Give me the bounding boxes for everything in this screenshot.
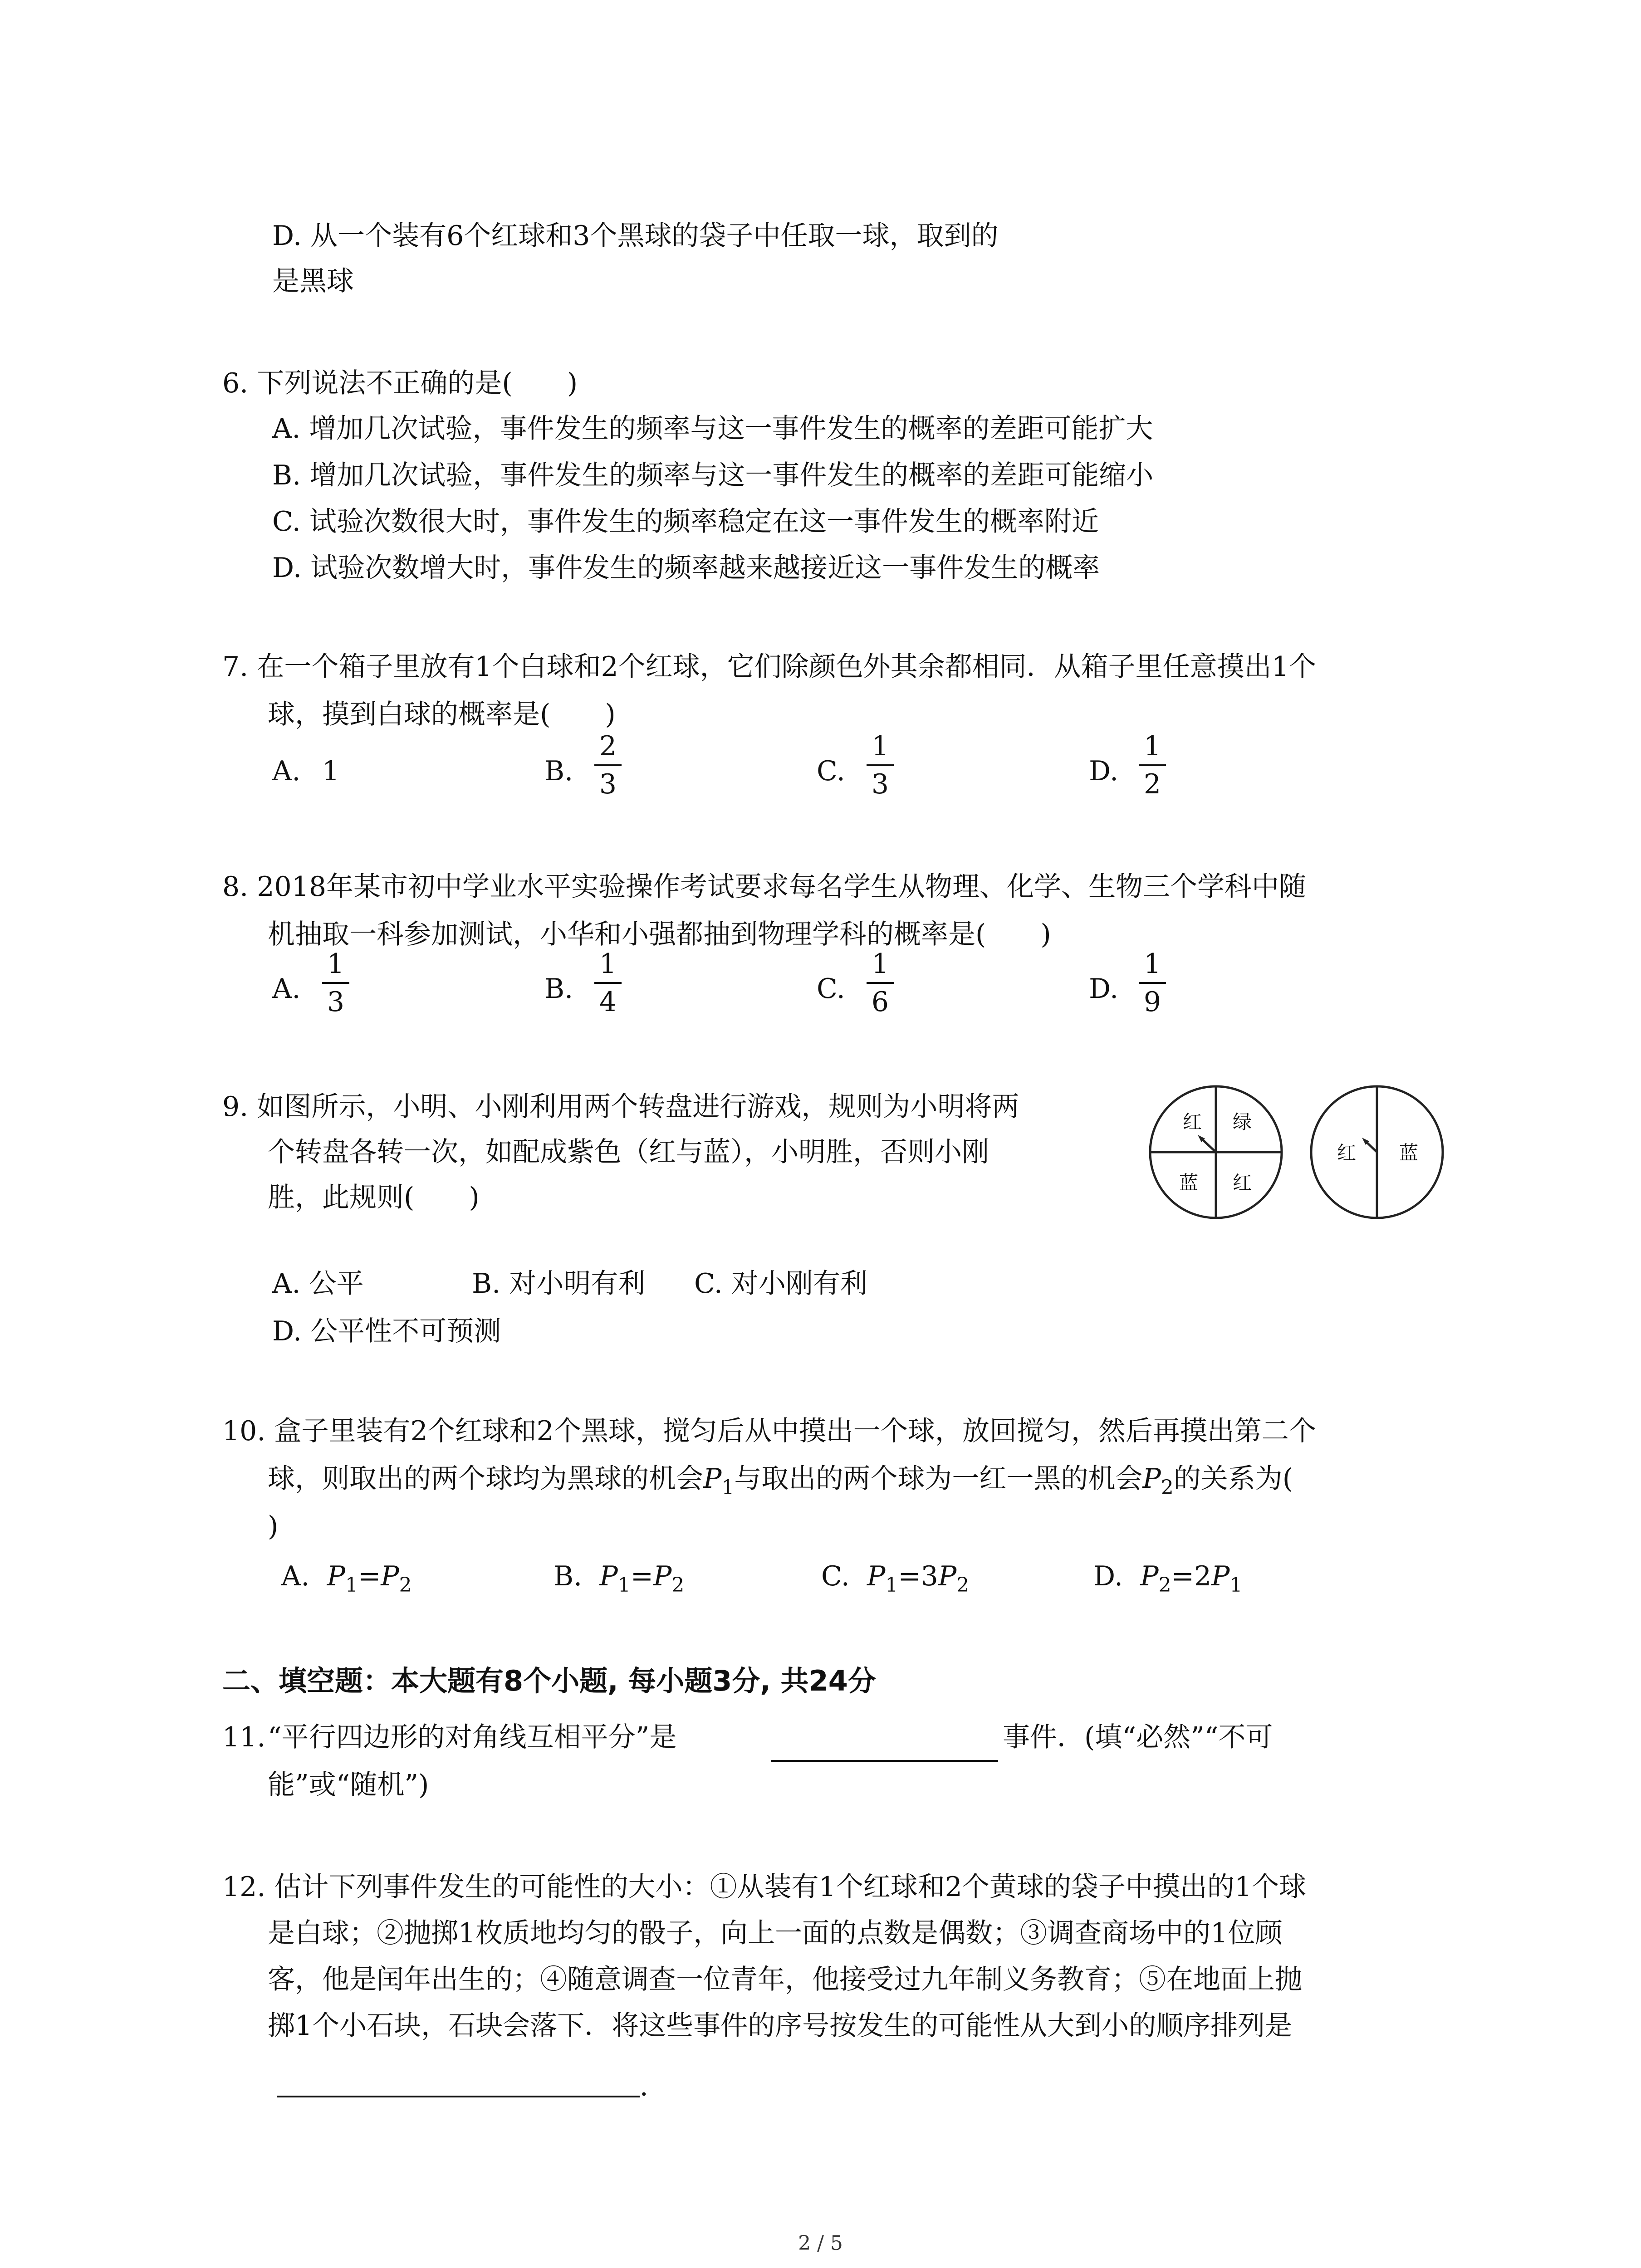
q10-option-c [821, 1560, 970, 1597]
q9-option-b: B. 对小明有利 [472, 1268, 646, 1300]
p-symbol: P [1140, 1560, 1159, 1592]
q11-answer-blank[interactable] [771, 1760, 998, 1762]
denominator: 3 [871, 768, 889, 800]
section-2-heading: 二、填空题：本大题有8个小题, 每小题3分, 共24分 [222, 1664, 876, 1697]
q10-line2-part-a: 球，则取出的两个球均为黑球的机会 [268, 1463, 703, 1495]
q12-line2: 是白球；②抛掷1枚质地均匀的骰子，向上一面的点数是偶数；③调查商场中的1位顾 [268, 1917, 1283, 1949]
q6-option-b: B. 增加几次试验，事件发生的频率与这一事件发生的概率的差距可能缩小 [272, 459, 1154, 491]
operator: =2 [1171, 1560, 1212, 1592]
q8-option-c-fraction [867, 950, 894, 1016]
p-symbol: P [599, 1560, 618, 1592]
subscript: 2 [1158, 1574, 1171, 1597]
q6-option-c: C. 试验次数很大时，事件发生的频率稳定在这一事件发生的概率附近 [272, 506, 1099, 538]
wheel2-sector-left: 红 [1337, 1142, 1357, 1164]
q6-stem: 6. 下列说法不正确的是( ) [222, 367, 578, 399]
subscript: 2 [956, 1574, 970, 1597]
p2-subscript: 2 [1161, 1476, 1174, 1499]
q7-stem-line1: 7. 在一个箱子里放有1个白球和2个红球，它们除颜色外其余都相同．从箱子里任意摸出1个 [222, 651, 1316, 683]
q6-option-a: A. 增加几次试验，事件发生的频率与这一事件发生的概率的差距可能扩大 [272, 413, 1153, 445]
p1-subscript: 1 [721, 1476, 735, 1499]
q12-line4: 掷1个小石块，石块会落下．将这些事件的序号按发生的可能性从大到小的顺序排列是 [268, 2010, 1293, 2042]
option-label: D. [1093, 1560, 1123, 1592]
numerator: 1 [1143, 948, 1161, 980]
numerator: 1 [1143, 730, 1161, 762]
spinner-figure [1143, 1070, 1479, 1234]
subscript: 2 [399, 1574, 412, 1597]
q10-line2 [268, 1463, 1293, 1499]
subscript: 1 [345, 1574, 358, 1597]
wheel2-sector-right: 蓝 [1399, 1142, 1419, 1164]
operator: = [358, 1560, 381, 1592]
denominator: 4 [599, 986, 617, 1018]
wheel1-sector-bottom-left: 蓝 [1179, 1172, 1199, 1194]
q7-option-d-fraction [1139, 730, 1166, 800]
q10-option-b [554, 1560, 685, 1597]
q10-line2-part-b: 与取出的两个球为一红一黑的机会 [734, 1463, 1143, 1495]
q12-answer-blank[interactable] [277, 2096, 640, 2097]
q8-option-d-label: D. [1089, 973, 1119, 1005]
q12-end-mark: ． [640, 2071, 667, 2102]
q9-option-a: A. 公平 [272, 1268, 364, 1300]
q6-option-d: D. 试验次数增大时，事件发生的频率越来越接近这一事件发生的概率 [272, 552, 1100, 584]
q12-line1: 12. 估计下列事件发生的可能性的大小：①从装有1个红球和2个黄球的袋子中摸出的1个球 [222, 1871, 1307, 1903]
q8-option-d-fraction [1139, 950, 1166, 1016]
q5-option-d-line2: 是黑球 [272, 265, 354, 297]
subscript: 1 [1230, 1574, 1243, 1597]
numerator: 1 [871, 948, 889, 980]
q7-stem-line2: 球，摸到白球的概率是( ) [268, 699, 616, 730]
q7-option-a-value: 1 [322, 755, 340, 787]
numerator: 1 [599, 948, 617, 980]
denominator: 6 [871, 986, 889, 1018]
p-symbol: P [867, 1560, 886, 1592]
q7-option-c-fraction [867, 730, 894, 800]
q8-option-a-label: A. [272, 973, 301, 1005]
subscript: 1 [885, 1574, 898, 1597]
q11-number: 11. [222, 1721, 266, 1753]
spinner-wheel-two-sectors [1311, 1086, 1443, 1218]
q8-option-a-fraction [322, 950, 349, 1016]
q10-option-d [1093, 1560, 1243, 1597]
denominator: 9 [1143, 986, 1161, 1018]
q9-option-d: D. 公平性不可预测 [272, 1315, 501, 1347]
numerator: 1 [871, 730, 889, 762]
q9-option-c: C. 对小刚有利 [694, 1268, 867, 1300]
q5-option-d-line1: D. 从一个装有6个红球和3个黑球的袋子中任取一球，取到的 [272, 220, 999, 252]
operator: =3 [898, 1560, 938, 1592]
q7-option-d-label: D. [1089, 755, 1119, 787]
p-symbol: P [938, 1560, 957, 1592]
q9-stem-line3: 胜，此规则( ) [268, 1182, 480, 1213]
q8-stem-line1: 8. 2018年某市初中学业水平实验操作考试要求每名学生从物理、化学、生物三个学科中随 [222, 871, 1307, 903]
denominator: 3 [327, 986, 345, 1018]
q9-stem-line1: 9. 如图所示，小明、小刚利用两个转盘进行游戏，规则为小明将两 [222, 1091, 1019, 1123]
p1-symbol: P [703, 1463, 722, 1495]
operator: = [630, 1560, 653, 1592]
q7-option-b-label: B. [544, 755, 573, 787]
q7-option-c-label: C. [817, 755, 845, 787]
spinner-wheel-four-sectors [1150, 1086, 1282, 1218]
subscript: 2 [671, 1574, 685, 1597]
p-symbol: P [653, 1560, 672, 1592]
option-label: B. [554, 1560, 583, 1592]
q10-option-a [281, 1560, 412, 1597]
q8-option-b-fraction [594, 950, 622, 1016]
option-label: A. [281, 1560, 310, 1592]
q12-line3: 客，他是闰年出生的；④随意调查一位青年，他接受过九年制义务教育；⑤在地面上抛 [268, 1964, 1302, 1995]
q11-line2: 能”或“随机”) [268, 1769, 429, 1801]
q11-text-b: 事件．(填“必然”“不可 [1003, 1721, 1273, 1753]
numerator: 1 [327, 948, 345, 980]
page-number: 2 / 5 [798, 2232, 843, 2255]
p-symbol: P [1211, 1560, 1230, 1592]
subscript: 1 [617, 1574, 631, 1597]
p-symbol: P [327, 1560, 345, 1592]
q10-line3: ) [268, 1510, 279, 1542]
denominator: 2 [1143, 768, 1161, 800]
q8-option-b-label: B. [544, 973, 573, 1005]
p-symbol: P [381, 1560, 399, 1592]
q9-stem-line2: 个转盘各转一次，如配成紫色（红与蓝），小明胜，否则小刚 [268, 1136, 989, 1168]
q10-line1: 10. 盒子里装有2个红球和2个黑球，搅匀后从中摸出一个球，放回搅匀，然后再摸出第二个 [222, 1415, 1316, 1447]
p2-symbol: P [1142, 1463, 1161, 1495]
denominator: 3 [599, 768, 617, 800]
q7-option-a-label: A. [272, 755, 301, 787]
q8-option-c-label: C. [817, 973, 845, 1005]
wheel1-sector-bottom-right: 红 [1232, 1172, 1252, 1194]
q7-option-b-fraction [594, 730, 622, 800]
wheel1-sector-top-left: 红 [1182, 1111, 1202, 1133]
numerator: 2 [599, 730, 617, 762]
option-label: C. [821, 1560, 850, 1592]
q10-line2-part-c: 的关系为( [1173, 1463, 1293, 1495]
q11-text-a: “平行四边形的对角线互相平分”是 [268, 1721, 677, 1753]
q8-stem-line2: 机抽取一科参加测试，小华和小强都抽到物理学科的概率是( ) [268, 919, 1051, 950]
wheel1-sector-top-right: 绿 [1232, 1111, 1252, 1133]
